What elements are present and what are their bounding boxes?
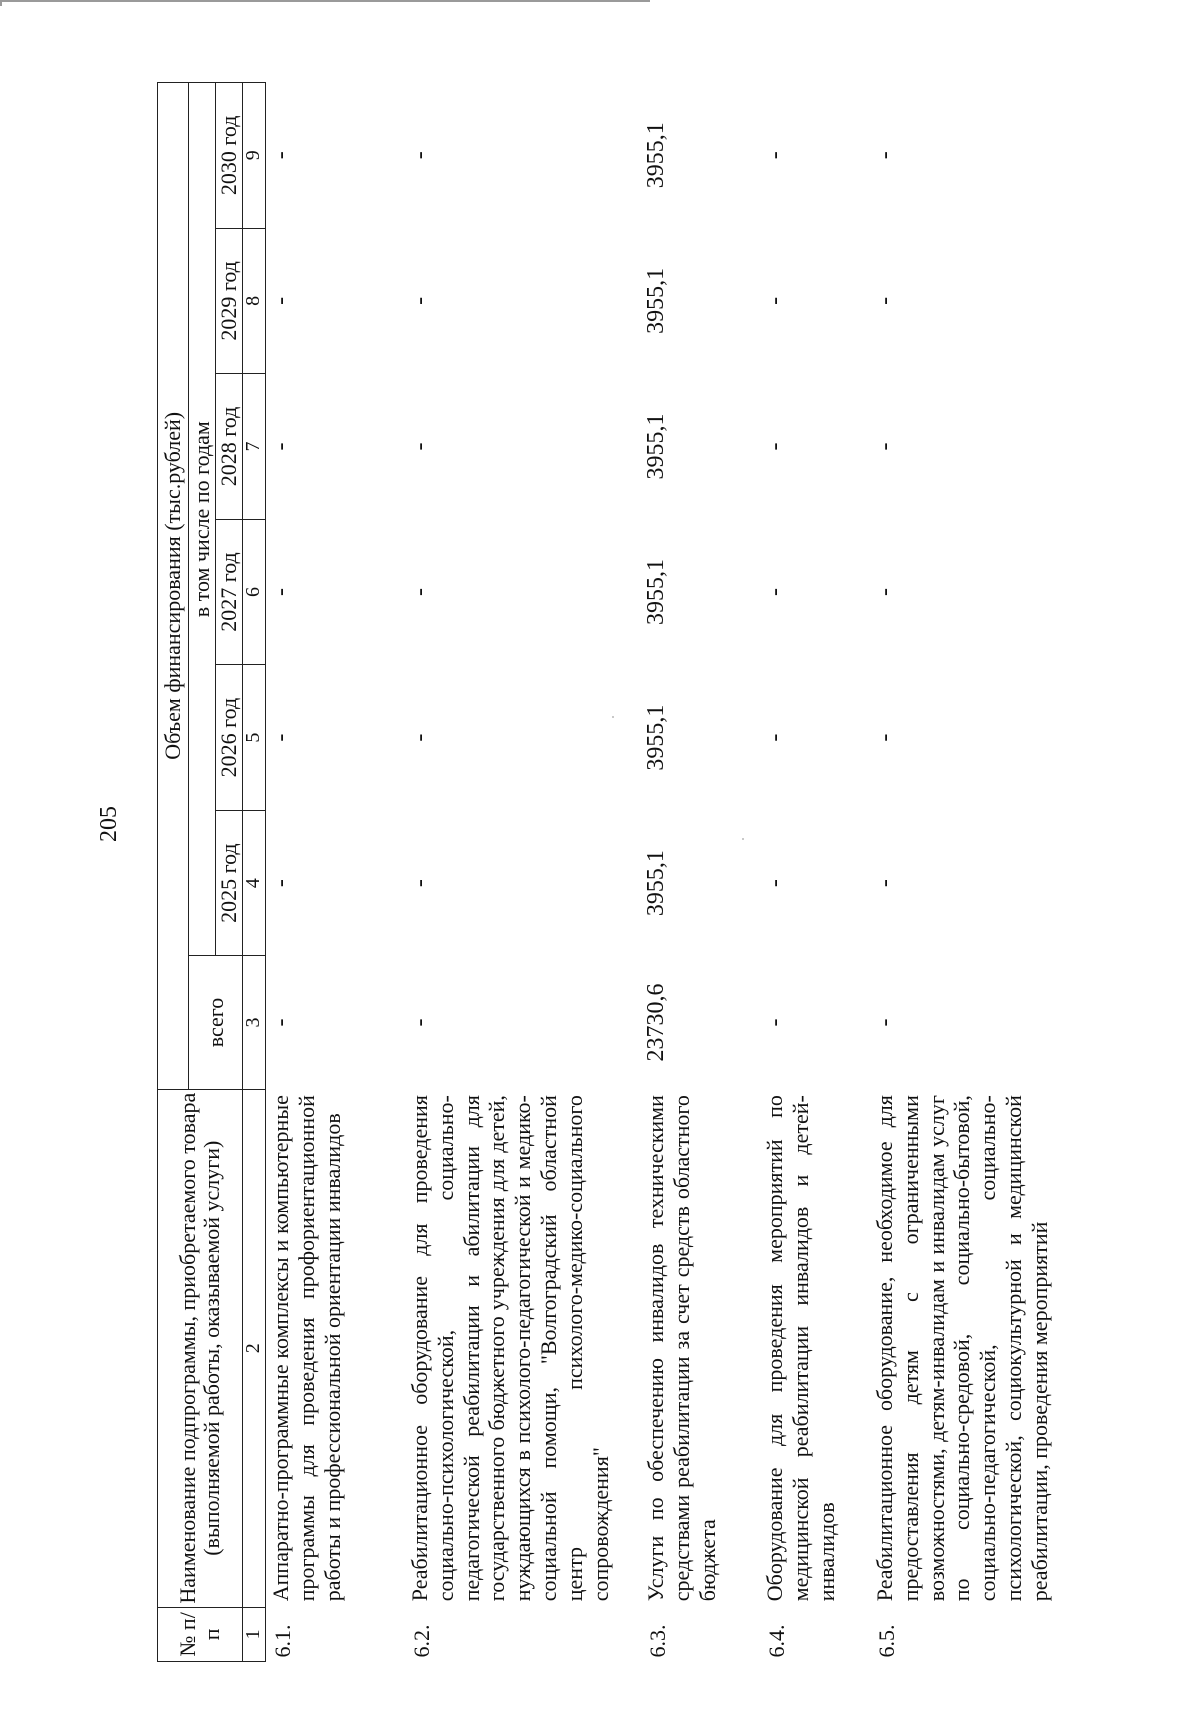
row-year-value: - <box>761 733 788 742</box>
row-year-value: - <box>267 442 294 451</box>
row-name: Услуги по обеспечению инвалидов техническими средствами реабилитации за счет средств областного бюджета <box>642 1095 720 1602</box>
row-year-value: - <box>267 879 294 888</box>
row-year-value: 3955,1 <box>642 559 669 625</box>
row-year-value: - <box>406 151 433 160</box>
column-index: 1 <box>243 1607 266 1661</box>
row-year-value: - <box>406 588 433 596</box>
header-year: 2028 год <box>216 374 243 520</box>
row-year-value: - <box>871 296 898 305</box>
row-year-value: 3955,1 <box>642 122 669 189</box>
row-name: Реабилитационное оборудование, необходимое для предоставления детям с ограниченными возможностями, детям-инвалидам и инвалидам услуг по социально-средовой, социально-бытовой, социально-педагогической, социально-психологической, социокультурной и медицинской реабилитации, проведения мероприятий <box>871 1095 1053 1602</box>
column-index: 7 <box>243 374 266 520</box>
column-index: 2 <box>243 1089 266 1607</box>
row-year-value: - <box>267 151 294 160</box>
row-total: 23730,6 <box>642 983 669 1062</box>
row-total: - <box>406 1018 433 1027</box>
row-year-value: - <box>871 879 898 888</box>
row-year-value: - <box>406 442 433 451</box>
row-year-value: - <box>406 879 433 888</box>
row-total: - <box>761 1018 788 1027</box>
rotated-table-sheet <box>157 82 1167 1662</box>
row-year-value: 3955,1 <box>642 850 669 917</box>
row-name: Реабилитационное оборудование для проведения социально-психологической, социально-педагогической реабилитации и абилитации для государственного бюджетного учреждения для детей, нуждающихся в психолого-педагогической и медико-социальной помощи, "Волгоградский областной центр психолого-медико-социального сопровождения" <box>406 1095 614 1602</box>
header-year: 2027 год <box>216 519 243 665</box>
row-year-value: - <box>871 151 898 160</box>
row-year-value: 3955,1 <box>642 267 669 334</box>
header-col-name: Наименование подпрограммы, приобретаемого товара (выполняемой работы, оказываемой услуги) <box>158 1089 243 1607</box>
row-year-value: - <box>761 879 788 888</box>
row-number: 6.2. <box>408 1624 434 1658</box>
row-year-value: - <box>871 733 898 742</box>
row-year-value: - <box>267 588 294 596</box>
row-year-value: - <box>871 442 898 451</box>
page-number: 205 <box>96 806 122 842</box>
row-year-value: - <box>761 151 788 160</box>
row-year-value: - <box>761 588 788 596</box>
row-year-value: - <box>406 296 433 305</box>
scan-edge-line <box>0 0 650 2</box>
header-col-number: № п/п <box>158 1607 243 1661</box>
row-number: 6.1. <box>269 1624 295 1658</box>
table-row <box>641 83 760 1662</box>
header-year: 2030 год <box>216 83 243 229</box>
row-number: 6.5. <box>873 1624 899 1658</box>
column-index: 3 <box>243 956 266 1089</box>
row-name: Оборудование для проведения мероприятий по медицинской реабилитации инвалидов и детей-инвалидов <box>761 1095 839 1602</box>
column-index: 8 <box>243 228 266 374</box>
row-number: 6.4. <box>763 1624 789 1658</box>
table-row <box>870 83 1134 1662</box>
table-row <box>405 83 641 1662</box>
scan-edge-mark <box>0 0 2 6</box>
header-year: 2026 год <box>216 665 243 811</box>
row-year-value: - <box>267 296 294 305</box>
row-name: Аппаратно-программные комплексы и компьютерные программы для проведения профориентационной работы и профессиональной ориентации инвалидов <box>267 1095 345 1602</box>
column-index: 5 <box>243 665 266 811</box>
row-year-value: 3955,1 <box>642 704 669 771</box>
funding-table <box>157 82 1134 1662</box>
header-year: 2029 год <box>216 228 243 374</box>
table-row <box>760 83 870 1662</box>
header-year: 2025 год <box>216 810 243 956</box>
row-year-value: - <box>406 733 433 742</box>
row-year-value: - <box>761 442 788 451</box>
row-total: - <box>871 1018 898 1027</box>
row-year-value: - <box>267 733 294 742</box>
row-year-value: 3955,1 <box>642 413 669 480</box>
row-number: 6.3. <box>644 1624 670 1658</box>
table-row <box>265 83 405 1662</box>
row-year-value: - <box>761 296 788 305</box>
header-funding-title: Объем финансирования (тыс.рублей) <box>158 83 189 1090</box>
column-index: 9 <box>243 83 266 229</box>
column-index: 6 <box>243 519 266 665</box>
header-by-years: в том числе по годам <box>189 83 216 956</box>
column-index: 4 <box>243 810 266 956</box>
header-total: всего <box>189 956 243 1089</box>
row-year-value: - <box>871 588 898 596</box>
row-total: - <box>267 1018 294 1027</box>
